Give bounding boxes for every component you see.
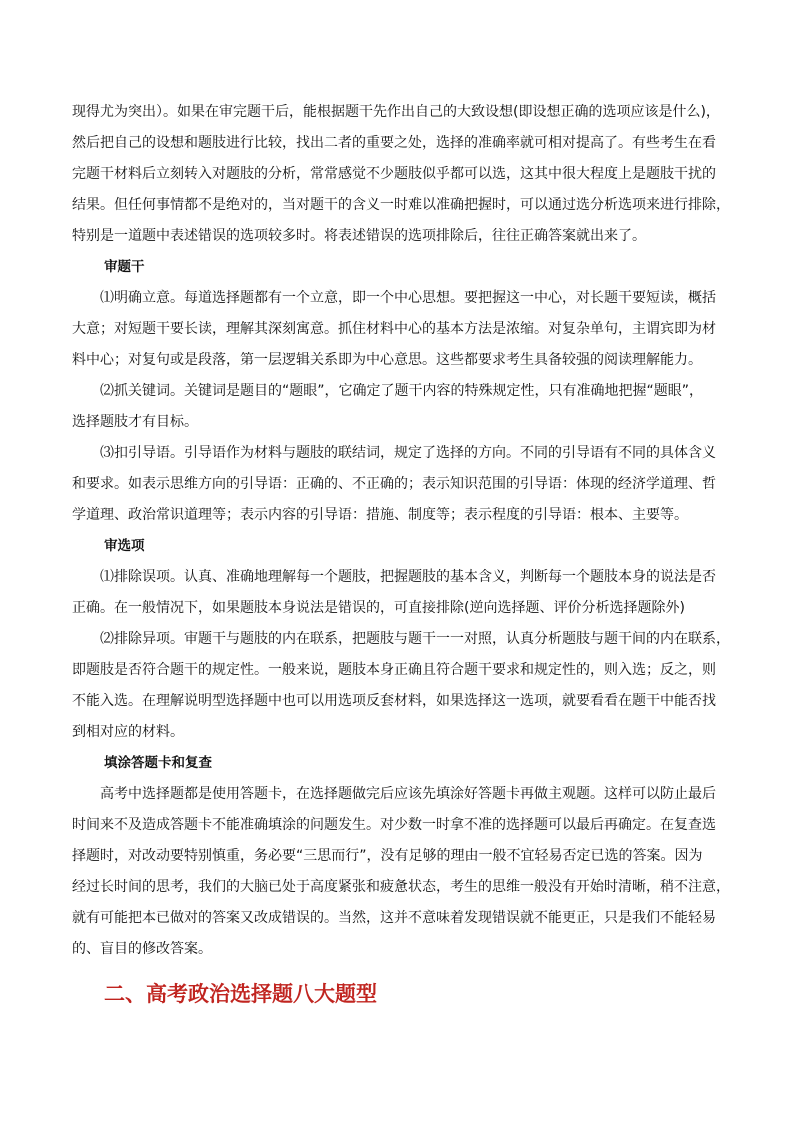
paragraph-guide-words	[72, 438, 720, 531]
text-line: 特别是一道题中表述错误的选项较多时。将表述错误的选项排除后，往往正确答案就出来了。	[72, 228, 646, 244]
paragraph-exclude-irrelevant	[72, 624, 730, 748]
document-body	[72, 97, 730, 965]
text-line: 现得尤为突出）。如果在审完题干后，能根据题干先作出自己的大致设想(即设想正确的选项应该是什么)，	[72, 104, 720, 120]
text-line: 料中心；对复句或是段落，第一层逻辑关系即为中心意思。这些都要求考生具备较强的阅读理解能力。	[72, 352, 702, 368]
text-line: 到相对应的材料。	[72, 724, 184, 740]
text-line: ⑴明确立意。每道选择题都有一个立意，即一个中心思想。要把握这一中心，对长题干要短读，概括	[100, 290, 716, 306]
section-title: 二、高考政治选择题八大题型	[104, 981, 377, 1006]
paragraph-intro	[72, 97, 730, 252]
text-line: 完题干材料后立刻转入对题肢的分析，常常感觉不少题肢似乎都可以选，这其中很大程度上是题肢干扰的	[72, 166, 716, 182]
text-line: 正确。在一般情况下，如果题肢本身说法是错误的，可直接排除(逆向选择题、评价分析选择题除外)	[72, 600, 685, 616]
text-line: 选择题肢才有目标。	[72, 414, 198, 430]
text-line: 择题时，对改动要特别慎重，务必要“三思而行”，没有足够的理由一般不宜轻易否定已选的答案。因为	[72, 848, 703, 864]
text-line: 然后把自己的设想和题肢进行比较，找出二者的重要之处，选择的准确率就可相对提高了。有些考生在看	[72, 135, 716, 151]
paragraph-answer-card	[72, 779, 730, 965]
heading-review-options: 审选项	[104, 538, 145, 554]
text-line: 就有可能把本已做对的答案又改成错误的。当然，这并不意味着发现错误就不能更正，只是我们不能轻易	[72, 910, 716, 926]
paragraph-exclude-wrong	[72, 562, 720, 624]
text-line: ⑵排除异项。审题干与题肢的内在联系，把题肢与题干一一对照，认真分析题肢与题干间的内在联系，	[100, 631, 730, 647]
text-line: 高考中选择题都是使用答题卡，在选择题做完后应该先填涂好答题卡再做主观题。这样可以防止最后	[100, 786, 716, 802]
text-line: ⑶扣引导语。引导语作为材料与题肢的联结词，规定了选择的方向。不同的引导语有不同的具体含义	[100, 445, 716, 461]
text-line: 大意；对短题干要长读，理解其深刻寓意。抓住材料中心的基本方法是浓缩。对复杂单句，主谓宾即为材	[72, 321, 716, 337]
text-line: ⑵抓关键词。关键词是题目的“题眼”，它确定了题干内容的特殊规定性，只有准确地把握“题眼”，	[100, 383, 704, 399]
text-line: 和要求。如表示思维方向的引导语：正确的、不正确的；表示知识范围的引导语：体现的经济学道理、哲	[72, 476, 716, 492]
text-line: 的、盲目的修改答案。	[72, 941, 212, 957]
paragraph-keywords	[72, 376, 720, 438]
text-line: 学道理、政治常识道理等；表示内容的引导语：措施、制度等；表示程度的引导语：根本、主要等。	[72, 507, 688, 523]
text-line: 结果。但任何事情都不是绝对的，当对题干的含义一时难以准确把握时，可以通过选分析选项来进行排除，	[72, 197, 730, 213]
text-line: 时间来不及造成答题卡不能准确填涂的问题发生。对少数一时拿不准的选择题可以最后再确定。在复查选	[72, 817, 716, 833]
text-line: 不能入选。在理解说明型选择题中也可以用选项反套材料，如果选择这一选项，就要看看在题干中能否找	[72, 693, 716, 709]
paragraph-clarify-intent	[72, 283, 720, 376]
text-line: ⑴排除误项。认真、准确地理解每一个题肢，把握题肢的基本含义，判断每一个题肢本身的说法是否	[100, 569, 716, 585]
heading-review-stem: 审题干	[104, 259, 145, 275]
text-line: 即题肢是否符合题干的规定性。一般来说，题肢本身正确且符合题干要求和规定性的，则入选；反之，则	[72, 662, 716, 678]
heading-answer-card: 填涂答题卡和复查	[104, 755, 212, 771]
text-line: 经过长时间的思考，我们的大脑已处于高度紧张和疲惫状态，考生的思维一般没有开始时清晰，稍不注意，	[72, 879, 730, 895]
